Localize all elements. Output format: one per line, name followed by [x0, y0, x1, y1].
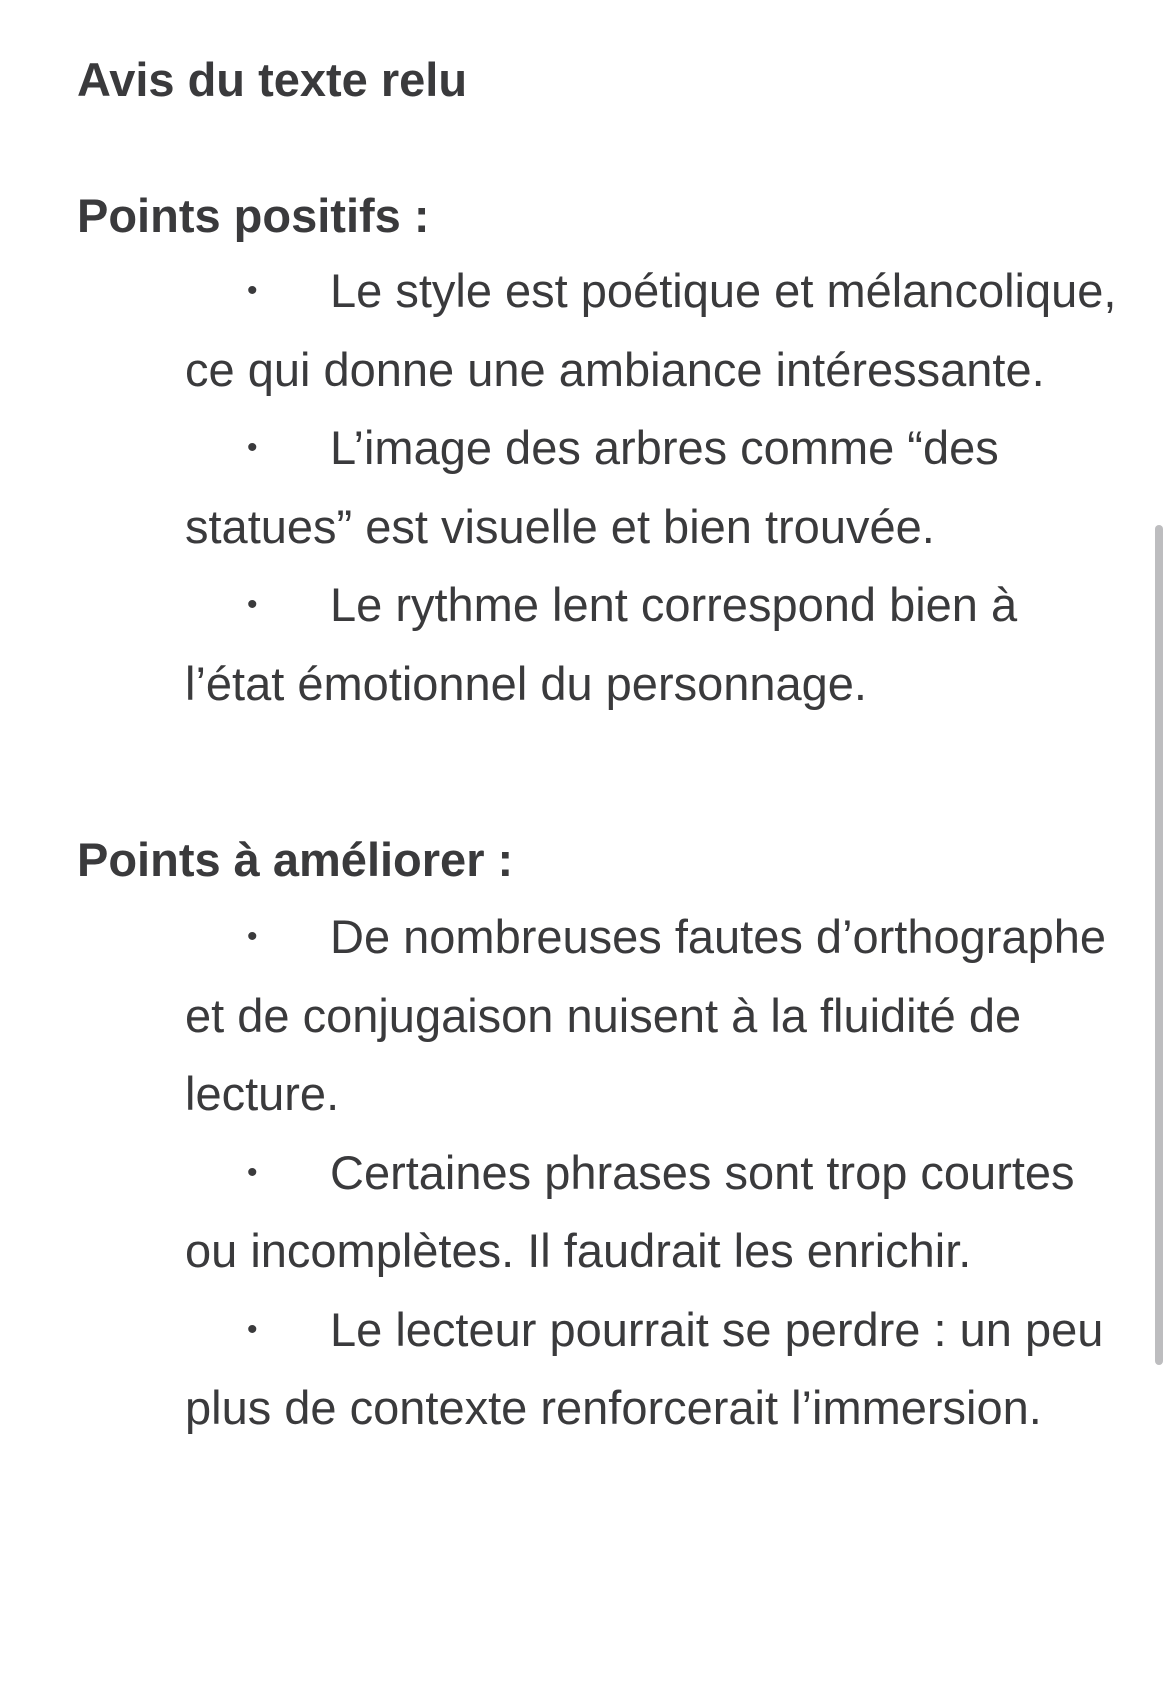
section-heading-positive: Points positifs :	[77, 189, 430, 242]
positive-points-list	[185, 252, 1125, 723]
section-heading-improve: Points à améliorer :	[77, 833, 514, 886]
list-item	[185, 898, 1125, 1134]
document-title: Avis du texte relu	[77, 53, 468, 106]
improvement-points-list	[185, 898, 1125, 1448]
list-item-text: De nombreuses fautes d’orthographe et de conjugaison nuisent à la fluidité de lecture.	[185, 910, 1106, 1120]
list-item	[185, 409, 1125, 566]
bullet-icon: •	[247, 431, 258, 464]
list-item-text: L’image des arbres comme “des statues” est visuelle et bien trouvée.	[185, 421, 999, 553]
list-item	[185, 252, 1125, 409]
bullet-icon: •	[247, 1155, 258, 1189]
list-item-text: Le rythme lent correspond bien à l’état émotionnel du personnage.	[185, 578, 1018, 710]
bullet-icon: •	[247, 1312, 258, 1346]
list-item	[185, 1291, 1125, 1448]
list-item	[185, 1134, 1125, 1291]
bullet-icon: •	[247, 920, 258, 953]
list-item-text: Certaines phrases sont trop courtes ou incomplètes. Il faudrait les enrichir.	[185, 1145, 1075, 1277]
vertical-scrollbar[interactable]	[1155, 525, 1163, 1365]
list-item-text: Le lecteur pourrait se perdre : un peu plus de contexte renforcerait l’immersion.	[185, 1302, 1104, 1434]
bullet-icon: •	[247, 274, 258, 307]
list-item-text: Le style est poétique et mélancolique, ce qui donne une ambiance intéressante.	[185, 264, 1117, 396]
bullet-icon: •	[247, 588, 258, 621]
list-item	[185, 566, 1125, 723]
